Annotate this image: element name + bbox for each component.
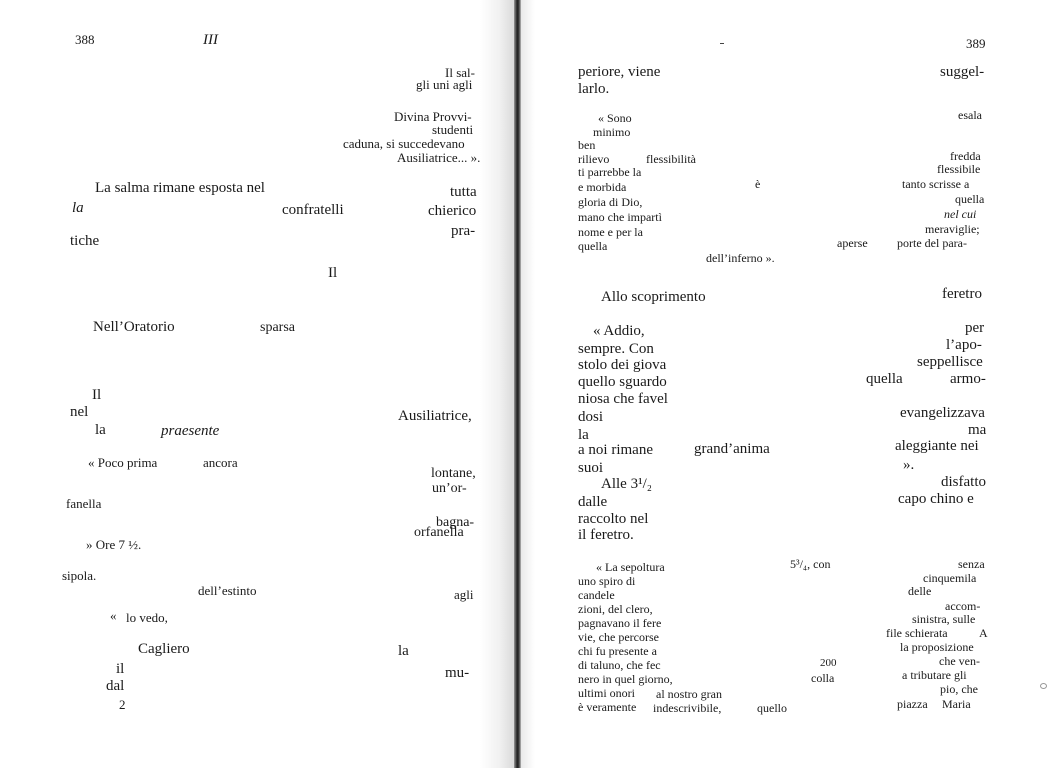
text-line: minimo: [593, 125, 631, 139]
text-line: larlo.: [578, 81, 610, 97]
text-line: ma: [968, 422, 987, 438]
text-line: « Sono: [598, 111, 632, 125]
text-line: dal: [106, 678, 125, 694]
text-line: nero in quel giorno,: [578, 672, 673, 686]
text-line: suoi: [578, 460, 604, 476]
text-line: « Addio,: [593, 323, 645, 339]
text-line: e morbida: [578, 180, 627, 194]
text-line: sipola.: [62, 568, 97, 583]
text-line: «: [110, 608, 117, 623]
text-line: gli uni agli: [416, 77, 473, 92]
text-line: tutta: [450, 184, 477, 200]
text-line: gloria di Dio,: [578, 195, 643, 209]
text-line: Maria: [942, 697, 971, 711]
text-line: porte del para-: [897, 236, 967, 250]
text-line: la: [95, 422, 106, 438]
text-line: sparsa: [260, 320, 295, 335]
text-line: ti parrebbe la: [578, 165, 642, 179]
text-line: studenti: [432, 122, 474, 137]
text-line: zioni, del clero,: [578, 602, 653, 616]
text-line: 5³/₄, con: [790, 557, 831, 571]
text-line: « La sepoltura: [596, 560, 665, 574]
text-line: nel: [70, 404, 89, 420]
text-line: sinistra, sulle: [912, 612, 976, 626]
text-line: indescrivibile,: [653, 701, 722, 715]
text-line: esala: [958, 108, 982, 122]
text-line: quello sguardo: [578, 374, 667, 390]
text-line: a noi rimane: [578, 442, 653, 458]
text-line: pagnavano il fere: [578, 616, 662, 630]
text-line: aperse: [837, 236, 868, 250]
text-line: » Ore 7 ½.: [86, 537, 142, 552]
text-line: nel cui: [944, 207, 977, 221]
text-line: dalle: [578, 494, 608, 510]
text-line: il: [116, 661, 125, 677]
text-line: al nostro gran: [656, 687, 722, 701]
text-line: meraviglie;: [925, 222, 980, 236]
text-line: tanto scrisse a: [902, 177, 970, 191]
text-line: bagna-: [436, 515, 475, 530]
text-line: Cagliero: [138, 641, 190, 657]
text-line: fanella: [66, 496, 102, 511]
text-line: Ausiliatrice... ».: [397, 150, 481, 165]
text-line: evangelizzava: [900, 405, 985, 421]
text-line: Ausiliatrice,: [398, 408, 472, 424]
text-line: chierico: [428, 203, 477, 219]
text-line: la proposizione: [900, 640, 974, 654]
text-line: seppellisce: [917, 354, 983, 370]
text-line: uno spiro di: [578, 574, 636, 588]
text-line: periore, viene: [578, 64, 661, 80]
text-line: praesente: [161, 423, 220, 439]
text-line: caduna, si succedevano: [343, 136, 465, 151]
text-line: quella: [866, 371, 903, 387]
text-line: agli: [454, 587, 474, 602]
text-line: file schierata: [886, 626, 948, 640]
text-line: Alle 3¹/₂: [601, 476, 652, 492]
text-line: la: [72, 200, 84, 216]
text-line: di taluno, che fec: [578, 658, 661, 672]
text-line: senza: [958, 557, 985, 571]
text-line: mu-: [445, 665, 470, 681]
text-line: feretro: [942, 286, 982, 302]
text-line: « Poco prima: [88, 455, 158, 470]
text-line: un’or-: [432, 481, 467, 496]
text-line: quella: [955, 192, 985, 206]
text-line: piazza: [897, 697, 928, 711]
text-line: ultimi onori: [578, 686, 635, 700]
text-line: colla: [811, 671, 835, 685]
text-line: 200: [820, 657, 837, 669]
text-line: flessibilità: [646, 152, 696, 166]
text-line: armo-: [950, 371, 986, 387]
text-line: La salma rimane esposta nel: [95, 180, 265, 196]
text-line: confratelli: [282, 202, 344, 218]
text-line: disfatto: [941, 474, 986, 490]
text-line: mano che impartì: [578, 210, 662, 224]
page-number-left: 388: [75, 32, 95, 47]
page-number-right: 389: [966, 36, 986, 51]
text-line: è veramente: [578, 700, 637, 714]
text-line: fredda: [950, 149, 981, 163]
text-line: rilievo: [578, 152, 610, 166]
text-line: dell’estinto: [198, 583, 257, 598]
text-line: stolo dei giova: [578, 357, 667, 373]
text-line: sempre. Con: [578, 341, 654, 357]
text-line: grand’anima: [694, 441, 770, 457]
text-line: raccolto nel: [578, 511, 649, 527]
text-line: ancora: [203, 455, 238, 470]
text-line: Il sal-: [445, 65, 475, 80]
text-line: per: [965, 320, 985, 336]
text-line: dell’inferno ».: [706, 251, 775, 265]
text-line: quello: [757, 701, 787, 715]
text-line: lontane,: [431, 466, 476, 481]
text-line: accom-: [945, 599, 981, 613]
text-line: quella: [578, 239, 608, 253]
text-line: aleggiante nei: [895, 438, 979, 454]
text-line: che ven-: [939, 654, 980, 668]
text-line: candele: [578, 588, 615, 602]
text-line: chi fu presente a: [578, 644, 657, 658]
text-line: lo vedo,: [126, 610, 168, 625]
text-line: Il: [328, 265, 338, 281]
text-line: pra-: [451, 223, 476, 239]
text-line: flessibile: [937, 162, 981, 176]
text-line: Il: [92, 387, 102, 403]
text-line: ben: [578, 138, 596, 152]
text-line: pio, che: [940, 682, 978, 696]
text-line: capo chino e: [898, 491, 974, 507]
text-line: l’apo-: [946, 337, 982, 353]
text-line: dosi: [578, 409, 604, 425]
text-line: A: [979, 626, 988, 640]
chapter-number: III: [203, 32, 218, 48]
text-line: Allo scoprimento: [601, 289, 706, 305]
text-line: è: [755, 177, 761, 191]
text-line: delle: [908, 584, 932, 598]
text-line: il feretro.: [578, 527, 634, 543]
text-line: cinquemila: [923, 571, 977, 585]
text-line: nome e per la: [578, 225, 643, 239]
text-line: vie, che percorse: [578, 630, 659, 644]
text-line: a tributare gli: [902, 668, 967, 682]
text-line: suggel-: [940, 64, 985, 80]
text-line: niosa che favel: [578, 391, 668, 407]
text-line: la: [398, 643, 409, 659]
text-line: orfanella: [414, 525, 464, 540]
text-line: la: [578, 427, 589, 443]
text-line: Nell’Oratorio: [93, 319, 175, 335]
text-line: ».: [903, 457, 915, 473]
text-line: 2: [119, 697, 126, 712]
text-line: tiche: [70, 233, 100, 249]
text-line: Divina Provvi-: [394, 109, 472, 124]
